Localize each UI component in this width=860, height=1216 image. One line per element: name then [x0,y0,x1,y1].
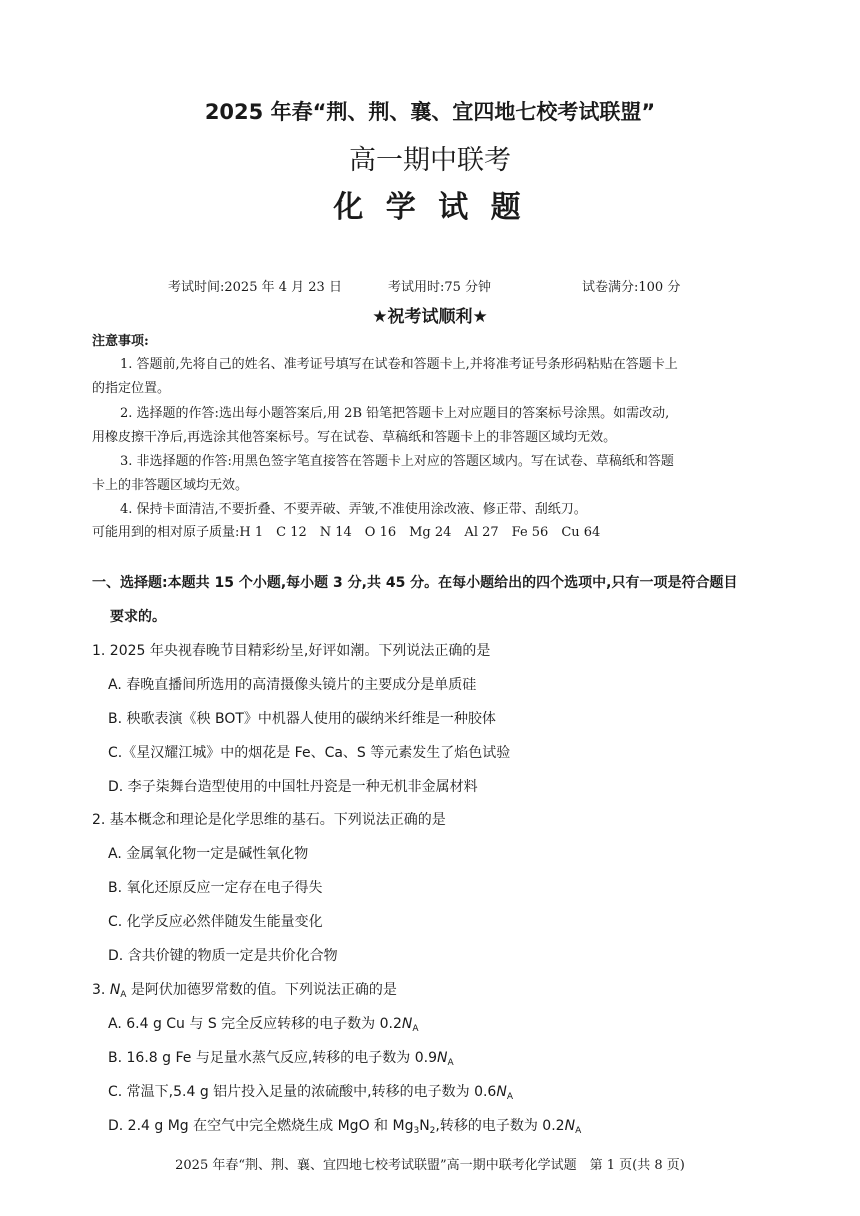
notice-item-1-cont: 的指定位置。 [92,381,171,396]
notice-item-3: 3. 非选择题的作答:用黑色签字笔直接答在答题卡上对应的答题区域内。写在试卷、草稿纸和答题 [120,454,674,469]
question-2-option-d: D. 含共价键的物质一定是共价化合物 [108,948,338,964]
page-footer: 2025 年春“荆、荆、襄、宜四地七校考试联盟”高一期中联考化学试题 第 1 页(共 8 页) [175,1158,685,1173]
question-1-option-b: B. 秧歌表演《秧 BOT》中机器人使用的碳纳米纤维是一种胶体 [108,711,496,727]
exam-time: 考试时间:2025 年 4 月 23 日 [168,280,342,295]
section-heading-cont: 要求的。 [110,609,166,625]
question-3-option-b: B. 16.8 g Fe 与足量水蒸气反应,转移的电子数为 $0.9N_A$ [108,1050,454,1068]
atomic-masses: 可能用到的相对原子质量:H 1 C 12 N 14 O 16 Mg 24 Al 27 Fe 56 Cu 64 [92,525,601,540]
question-3-option-a: A. 6.4 g Cu 与 S 完全反应转移的电子数为 $0.2N_A$ [108,1016,419,1034]
question-1-stem: 1. 2025 年央视春晚节目精彩纷呈,好评如潮。下列说法正确的是 [92,643,491,659]
question-3-option-c: C. 常温下,5.4 g 铝片投入足量的浓硫酸中,转移的电子数为 $0.6N_A$ [108,1084,513,1102]
exam-full-score: 试卷满分:100 分 [582,280,681,295]
exam-duration: 考试用时:75 分钟 [388,280,492,295]
question-1-option-a: A. 春晚直播间所选用的高清摄像头镜片的主要成分是单质硅 [108,677,477,693]
notice-item-2-cont: 用橡皮擦干净后,再选涂其他答案标号。写在试卷、草稿纸和答题卡上的非答题区域均无效。 [92,430,617,445]
question-2-option-a: A. 金属氧化物一定是碱性氧化物 [108,846,309,862]
notice-item-4: 4. 保持卡面清洁,不要折叠、不要弄破、弄皱,不准使用涂改液、修正带、刮纸刀。 [120,502,587,517]
subject-title: 化 学 试 题 [333,190,527,225]
question-2-option-c: C. 化学反应必然伴随发生能量变化 [108,914,323,930]
question-3-stem: 3. $N_A$ 是阿伏加德罗常数的值。下列说法正确的是 [92,982,397,1000]
notice-item-2: 2. 选择题的作答:选出每小题答案后,用 2B 铅笔把答题卡上对应题目的答案标号涂黑。如需改动, [120,406,670,421]
question-1-option-d: D. 李子柒舞台造型使用的中国牡丹瓷是一种无机非金属材料 [108,779,478,795]
section-heading: 一、选择题:本题共 15 个小题,每小题 3 分,共 45 分。在每小题给出的四个选项中,只有一项是符合题目 [92,575,738,591]
notice-item-1: 1. 答题前,先将自己的姓名、准考证号填写在试卷和答题卡上,并将准考证号条形码粘贴在答题卡上 [120,357,678,372]
question-1-option-c: C.《星汉耀江城》中的烟花是 Fe、Ca、S 等元素发生了焰色试验 [108,745,511,761]
alliance-title: 2025 年春“荆、荆、襄、宜四地七校考试联盟” [204,100,656,124]
question-3-option-d: D. 2.4 g Mg 在空气中完全燃烧生成 MgO 和 $Mg_3N_2$,转移的电子数为 $0.2N_A$ [108,1118,582,1136]
question-2-stem: 2. 基本概念和理论是化学思维的基石。下列说法正确的是 [92,812,446,828]
blessing: ★祝考试顺利★ [372,307,488,327]
exam-name: 高一期中联考 [349,145,511,176]
notice-item-3-cont: 卡上的非答题区域均无效。 [92,478,249,493]
question-2-option-b: B. 氧化还原反应一定存在电子得失 [108,880,323,896]
notice-title: 注意事项: [92,334,149,349]
